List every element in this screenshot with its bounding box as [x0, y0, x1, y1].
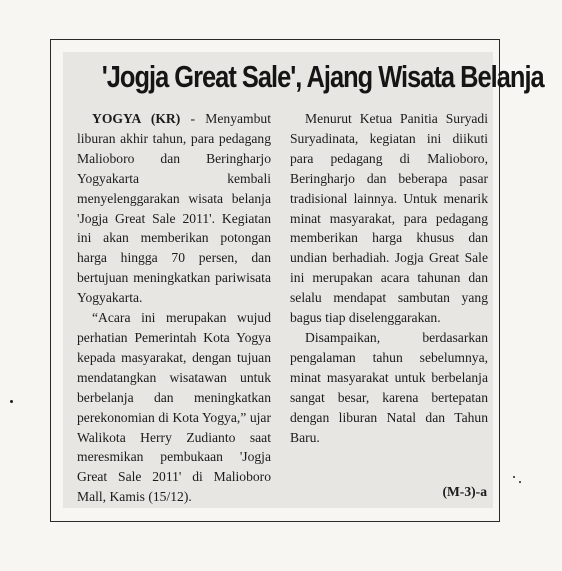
article-column-right	[290, 109, 488, 447]
article-dateline: YOGYA (KR)	[92, 111, 181, 126]
article-signoff: (M-3)-a	[442, 484, 487, 499]
article-headline: 'Jogja Great Sale', Ajang Wisata Belanja	[101, 59, 544, 94]
article-paragraph-3: Menurut Ketua Panitia Suryadi Suryadinata, kegiatan ini diikuti para pedagang di Malioboro, Beringharjo dan beberapa pasar tradisional lainnya. Untuk menarik minat masyarakat, para pedagang memberikan harga khusus dan undian berhadiah. Jogja Great Sale ini merupakan acara tahunan dan selalu mendapat sambutan yang bagus tiap diselenggarakan.	[290, 111, 488, 326]
scan-speck	[519, 481, 521, 483]
article-lead-text: - Menyambut liburan akhir tahun, para pedagang Malioboro dan Beringharjo Yogyakarta kembali menyelenggarakan wisata belanja 'Jogja Great Sale 2011'. Kegiatan ini akan memberikan potongan harga hingga 70 persen, dan bertujuan meningkatkan pariwisata Yogyakarta.	[77, 111, 271, 306]
article-column-left	[77, 109, 271, 507]
scan-speck	[513, 476, 515, 478]
article-paragraph-2: “Acara ini merupakan wujud perhatian Pemerintah Kota Yogya kepada masyarakat, dengan tujuan mendatangkan wisatawan untuk berbelanja dan meningkatkan perekonomian di Kota Yogya,” ujar Walikota Herry Zudianto saat meresmikan pembukaan 'Jogja Great Sale 2011' di Malioboro Mall, Kamis (15/12).	[77, 310, 271, 505]
article-paragraph-4: Disampaikan, berdasarkan pengalaman tahun sebelumnya, minat masyarakat untuk berbelanja sangat besar, karena bertepatan dengan liburan Natal dan Tahun Baru.	[290, 329, 488, 445]
scan-speck	[10, 400, 13, 403]
article-lead-paragraph	[77, 109, 271, 308]
